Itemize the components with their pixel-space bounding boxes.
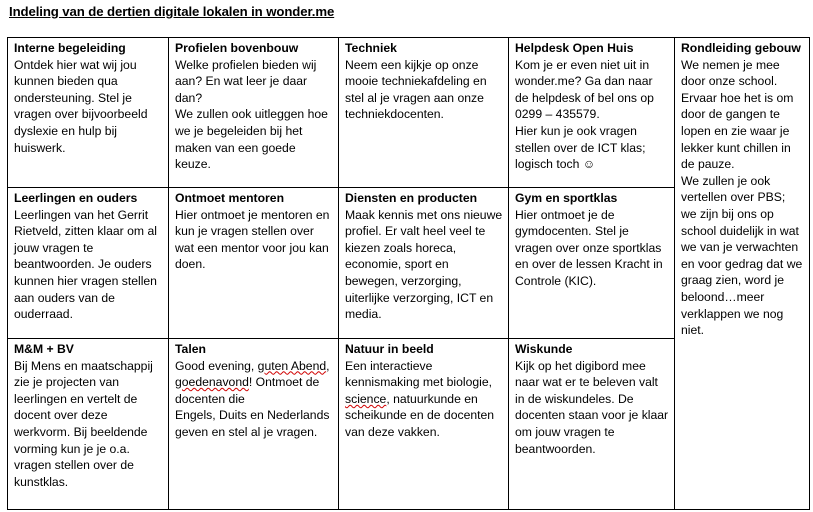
cell-body: Ontdek hier wat wij jou kunnen bieden qua ondersteuning. Stel je vragen over bijvoorbeeld dyslexie en hulp bij huiswerk. xyxy=(14,57,148,155)
cell-helpdesk-open-huis xyxy=(509,38,675,188)
cell-gym-en-sportklas xyxy=(509,188,675,339)
cell-title: Talen xyxy=(175,342,206,356)
cell-body: Hier ontmoet je mentoren en kun je vragen stellen over wat een mentor voor jou kan doen. xyxy=(175,207,330,272)
cell-techniek xyxy=(339,38,509,188)
cell-body: Kijk op het digibord mee naar wat er te beleven valt in de wiskundeles. De docenten staan voor je klaar om jouw vragen te beantwoorden. xyxy=(515,358,669,456)
spellcheck-text-run: goedenavond xyxy=(175,375,249,390)
cell-mm-bv xyxy=(8,339,169,510)
cell-title: M&M + BV xyxy=(14,342,74,356)
cell-title: Ontmoet mentoren xyxy=(175,191,285,205)
text-run: , natuurkunde en scheikunde en de docenten van deze vakken. xyxy=(345,391,495,439)
cell-body: We nemen je mee door onze school. Ervaar hoe het is om door de gangen te lopen en zie waar je lekker kunt chillen in de pauze. We zullen je ook vertellen over PBS; we zijn bij ons op school duidelijk in wat we van je verwachten en voor gedrag dat we graag zien, word je beloond…meer verklappen we nog niet. xyxy=(681,57,803,338)
cell-title: Helpdesk Open Huis xyxy=(515,41,634,55)
cell-body: Maak kennis met ons nieuwe profiel. Er valt heel veel te kiezen zoals horeca, economie, sport en bewegen, verzorging, uiterlijke verzorging, ICT en media. xyxy=(345,207,503,322)
cell-body: Leerlingen van het Gerrit Rietveld, zitten klaar om al jouw vragen te beantwoorden. Je ouders kunnen hier vragen stellen aan ouders van de ouderraad. xyxy=(14,207,157,322)
cell-natuur-in-beeld xyxy=(339,339,509,510)
cell-body xyxy=(175,358,333,441)
text-run: Een interactieve kennismaking met biologie, xyxy=(345,358,493,390)
cell-body: Neem een kijkje op onze mooie techniekafdeling en stel al je vragen aan onze techniekdocenten. xyxy=(345,57,487,122)
cell-rondleiding-gebouw xyxy=(675,38,810,510)
cell-title: Natuur in beeld xyxy=(345,342,434,356)
cell-title: Diensten en producten xyxy=(345,191,478,205)
cell-title: Rondleiding gebouw xyxy=(681,41,801,55)
cell-title: Gym en sportklas xyxy=(515,191,618,205)
cell-body xyxy=(345,358,503,441)
cell-body: Bij Mens en maatschappij zie je projecten van leerlingen en vertelt de docent over deze werkvorm. Bij beeldende vorming kun je je o.a. vragen stellen over de kunstklas. xyxy=(14,358,153,489)
cell-body: Kom je er even niet uit in wonder.me? Ga dan naar de helpdesk of bel ons op 0299 – 435579. Hier kun je ook vragen stellen over de ICT klas; logisch toch ☺ xyxy=(515,57,654,172)
spellcheck-text-run: guten Abend xyxy=(257,358,327,373)
cell-title: Leerlingen en ouders xyxy=(14,191,138,205)
cell-title: Profielen bovenbouw xyxy=(175,41,299,55)
text-run: Good evening, xyxy=(175,358,258,373)
cell-leerlingen-en-ouders xyxy=(8,188,169,339)
cell-profielen-bovenbouw xyxy=(169,38,339,188)
cell-title: Techniek xyxy=(345,41,397,55)
rooms-table xyxy=(7,37,810,510)
cell-title: Interne begeleiding xyxy=(14,41,126,55)
cell-body: Welke profielen bieden wij aan? En wat leer je daar dan? We zullen ook uitleggen hoe we je begeleiden bij het maken van een goede keuze. xyxy=(175,57,328,172)
cell-diensten-en-producten xyxy=(339,188,509,339)
document-title: Indeling van de dertien digitale lokalen in wonder.me xyxy=(9,4,335,19)
table-row xyxy=(8,38,810,188)
cell-ontmoet-mentoren xyxy=(169,188,339,339)
text-run: ! Ontmoet de docenten die Engels, Duits en Nederlands geven en stel al je vragen. xyxy=(175,375,330,439)
cell-interne-begeleiding xyxy=(8,38,169,188)
cell-wiskunde xyxy=(509,339,675,510)
cell-body: Hier ontmoet je de gymdocenten. Stel je vragen over onze sportklas en over de lessen Kracht in Controle (KIC). xyxy=(515,207,663,288)
text-run: , xyxy=(326,358,330,373)
cell-title: Wiskunde xyxy=(515,342,573,356)
spellcheck-text-run: science xyxy=(345,391,387,406)
cell-talen xyxy=(169,339,339,510)
